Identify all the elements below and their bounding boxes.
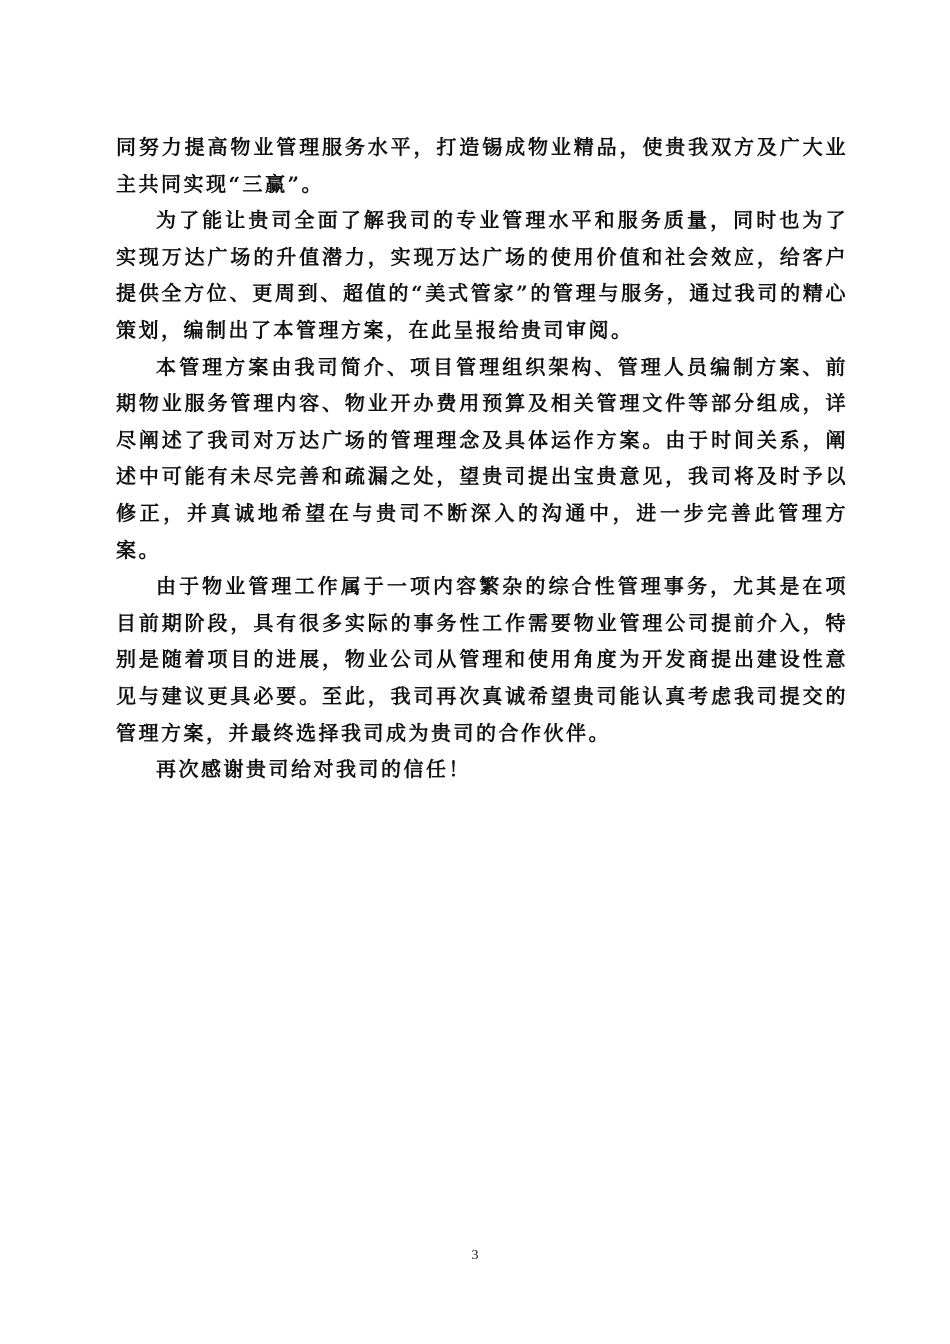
paragraph-3: 本管理方案由我司简介、项目管理组织架构、管理人员编制方案、前期物业服务管理内容、物业开办费用预算及相关管理文件等部分组成，详尽阐述了我司对万达广场的管理理念及具体运作方案。由于时间关系，阐述中可能有未尽完善和疏漏之处，望贵司提出宝贵意见，我司将及时予以修正，并真诚地希望在与贵司不断深入的沟通中，进一步完善此管理方案。 <box>116 354 848 562</box>
paragraph-4: 由于物业管理工作属于一项内容繁杂的综合性管理事务，尤其是在项目前期阶段，具有很多实际的事务性工作需要物业管理公司提前介入，特别是随着项目的进展，物业公司从管理和使用角度为开发商提出建设性意见与建议更具必要。至此，我司再次真诚希望贵司能认真考虑我司提交的管理方案，并最终选择我司成为贵司的合作伙伴。 <box>116 574 848 745</box>
paragraph-2: 为了能让贵司全面了解我司的专业管理水平和服务质量，同时也为了实现万达广场的升值潜力，实现万达广场的使用价值和社会效应，给客户提供全方位、更周到、超值的“美式管家”的管理与服务，通过我司的精心策划，编制出了本管理方案，在此呈报给贵司审阅。 <box>116 208 848 342</box>
document-body <box>116 129 848 788</box>
page-number: 3 <box>471 1248 479 1263</box>
paragraph-1: 同努力提高物业管理服务水平，打造锡成物业精品，使贵我双方及广大业主共同实现“三赢”。 <box>116 135 848 196</box>
paragraph-5: 再次感谢贵司给对我司的信任！ <box>156 757 471 782</box>
